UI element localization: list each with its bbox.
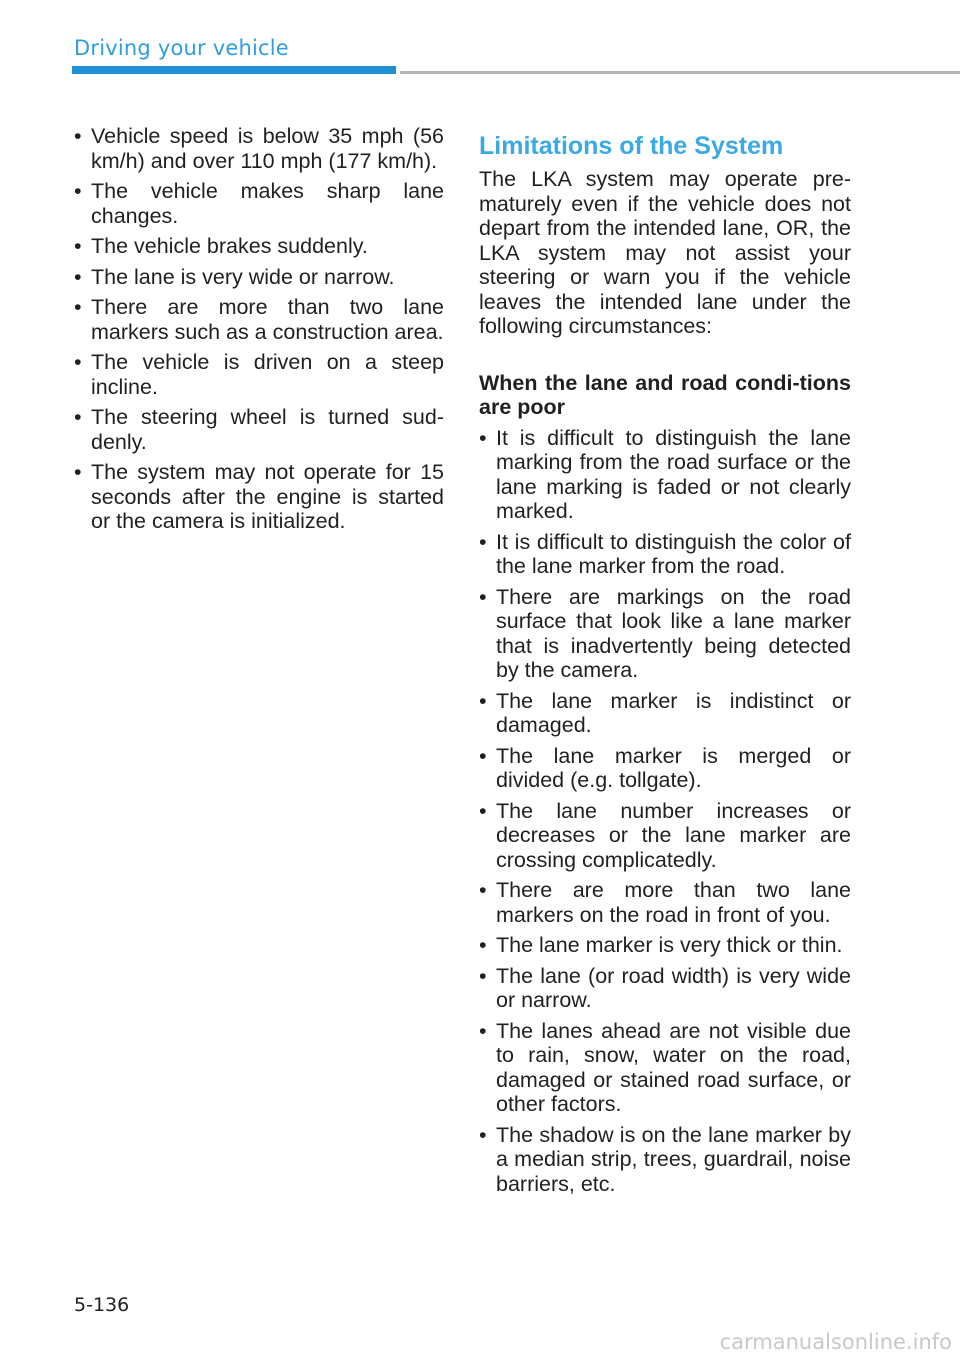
list-item [74,350,444,399]
list-item-text: The shadow is on the lane marker by a median strip, trees, guardrail, noise barriers, etc. [496,1122,851,1196]
list-item-text: The lane (or road width) is very wide or narrow. [496,963,851,1012]
page-number: 5-136 [74,1294,130,1316]
bullet-glyph: • [74,350,82,374]
header-accent-bar [72,66,396,74]
list-item-text: The lane marker is very thick or thin. [496,933,843,957]
list-item-text: There are markings on the road surface that look like a lane marker that is inadvertently being detected by the camera. [496,584,851,682]
list-item [479,585,851,683]
limitations-heading: Limitations of the System [479,132,784,160]
bullet-glyph: • [479,933,487,957]
list-item [74,265,444,290]
left-bullet-list [74,124,444,534]
right-column [479,131,851,1202]
section-title: Driving your vehicle [74,36,289,60]
list-item [74,179,444,228]
list-item-text: There are more than two lane markers on the road in front of you. [496,878,851,927]
bullet-glyph: • [479,963,487,988]
bullet-glyph: • [479,1018,487,1043]
list-item-text: The steering wheel is turned sud-denly. [91,405,444,454]
list-item-text: The lane marker is indistinct or damaged. [496,688,851,737]
list-item [479,799,851,873]
list-item [479,1123,851,1197]
bullet-glyph: • [479,425,487,450]
list-item [74,295,444,344]
list-item [479,530,851,579]
right-bullet-list [479,426,851,1197]
list-item-text: The lanes ahead are not visible due to rain, snow, water on the road, damaged or stained road surface, or other factors. [496,1018,851,1116]
list-item-text: The vehicle brakes suddenly. [91,234,368,258]
bullet-glyph: • [74,405,82,429]
list-item-text: It is difficult to distinguish the color of the lane marker from the road. [496,529,851,578]
bullet-glyph: • [479,798,487,823]
list-item-text: The vehicle makes sharp lane changes. [91,179,444,228]
bullet-glyph: • [74,179,82,203]
list-item-text: It is difficult to distinguish the lane marking from the road surface or the lane marking is faded or not clearly marked. [496,425,851,523]
list-item-text: The lane marker is merged or divided (e.g. tollgate). [496,743,851,792]
list-item [479,744,851,793]
list-item [479,964,851,1013]
watermark-text: carmanualsonline.info [719,1330,952,1354]
bullet-glyph: • [74,460,82,484]
list-item-text: The lane is very wide or narrow. [91,264,395,289]
bullet-glyph: • [74,295,82,319]
bullet-glyph: • [479,529,487,554]
limitations-intro: The LKA system may operate pre-maturely even if the vehicle does not depart from the intended lane, OR, the LKA system may not assist your steering or warn you if the vehicle leaves the intended lane under the following circumstances: [479,167,851,338]
left-column [74,124,444,540]
list-item [74,124,444,173]
list-item [74,234,444,259]
bullet-glyph: • [479,743,487,768]
list-item [479,878,851,927]
list-item [74,405,444,454]
list-item-text: The system may not operate for 15 seconds after the engine is started or the camera is initialized. [91,460,444,533]
list-item [74,460,444,534]
list-item-text: Vehicle speed is below 35 mph (56 km/h) and over 110 mph (177 km/h). [91,124,444,173]
bullet-glyph: • [479,688,487,713]
list-item [479,933,851,958]
poor-conditions-subheading: When the lane and road condi-tions are poor [479,370,851,419]
list-item-text: The lane number increases or decreases or the lane marker are crossing complicatedly. [496,798,851,872]
bullet-glyph: • [74,264,82,289]
list-item-text: There are more than two lane markers such as a construction area. [91,295,444,344]
list-item [479,426,851,524]
header-rule [400,71,960,74]
bullet-glyph: • [74,124,82,148]
bullet-glyph: • [479,1122,487,1147]
bullet-glyph: • [479,584,487,609]
list-item [479,689,851,738]
bullet-glyph: • [74,234,82,258]
list-item [479,1019,851,1117]
list-item-text: The vehicle is driven on a steep incline. [91,350,444,399]
bullet-glyph: • [479,878,487,902]
